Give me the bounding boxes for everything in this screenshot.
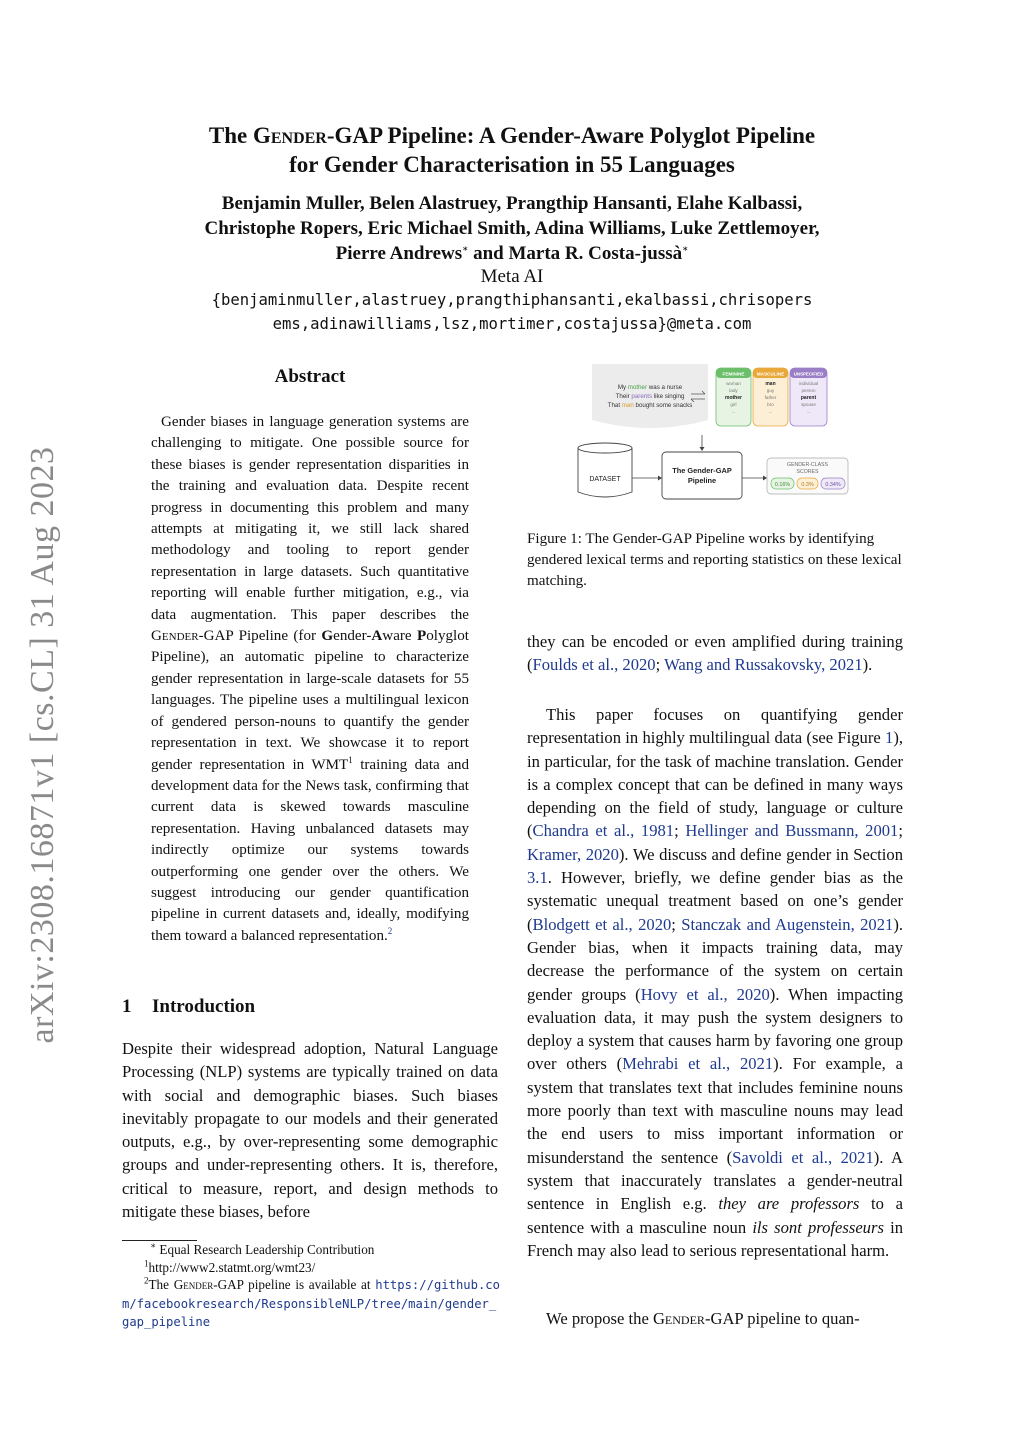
- italic-example: ils sont professeurs: [752, 1217, 884, 1237]
- unspecified-label: UNSPECIFIED: [793, 371, 824, 377]
- body-smallcaps: Gender: [652, 1309, 705, 1328]
- emails-line1: {benjaminmuller,alastruey,prangthiphansanti,ekalbassi,chrisopers: [211, 291, 813, 309]
- citation-link[interactable]: Chandra et al., 1981: [532, 821, 675, 841]
- lexicon-word: woman: [726, 381, 741, 386]
- title-part: -GAP Pipeline: A Gender-Aware Polyglot Pipeline: [326, 123, 816, 148]
- authors-line3: Pierre Andrews: [335, 243, 463, 264]
- body-text: This paper focuses on quantifying gender representation in highly multilingual data (see Figure: [527, 705, 903, 748]
- lexicon-word: individual: [798, 381, 819, 386]
- body-text: ). When impacting evaluation data, it may push the system designers to deploy a system that causes harm by favoring one group over others (: [527, 984, 904, 1074]
- footnote-ref[interactable]: 2: [387, 925, 393, 936]
- authors-line3: and Marta R. Costa-jussà: [468, 243, 683, 264]
- footnote-text: -GAP pipeline is available at: [213, 1277, 376, 1293]
- abstract-text: Gender biases in language generation systems are challenging to mitigate. One possible source for these biases is gender representation disparities in the training and evaluation data. Despite recent progress in documenting this problem and many attempts at mitigating it, we still lack shared methodology and tooling to report gender representation in large datasets. Such quantitative reporting will enable further mitigation, e.g., via data augmentation. This paper describes the: [151, 414, 469, 623]
- body-text: We propose the: [546, 1309, 653, 1328]
- figure-1: [560, 360, 860, 520]
- lexicon-word: guy: [766, 388, 775, 393]
- authors-line1: Benjamin Muller, Belen Alastruey, Prangthip Hansanti, Elahe Kalbassi,: [221, 193, 803, 214]
- lexicon-masculine: [753, 368, 788, 426]
- italic-example: they are professors: [718, 1194, 860, 1214]
- lexicon-unspecified: [790, 368, 827, 426]
- section-title: Introduction: [152, 996, 256, 1017]
- author-list: [140, 191, 884, 266]
- body-text: ). Gender bias, when it impacts training data, may decrease the performance of the system on certain gender groups (: [527, 914, 903, 1004]
- abstract-smallcaps: Gender: [151, 628, 199, 645]
- email-list: [140, 288, 884, 336]
- body-text: ). For example, a system that translates text that includes feminine nouns more poorly than text with masculine nouns may lead the end users to miss important information or misunderstand the sentence (: [527, 1054, 903, 1167]
- score-unspecified: 0.34%: [825, 481, 841, 488]
- footnote-mark: ∗: [150, 1240, 157, 1251]
- body-text: . However, briefly, we define gender bias as the systematic unequal treatment based on one’s gender (: [527, 868, 903, 934]
- arrow-head-icon: [658, 476, 662, 481]
- abstract-heading: Abstract: [274, 366, 346, 387]
- arrow-head-icon: [700, 447, 705, 451]
- title-line2: for Gender Characterisation in 55 Languages: [289, 152, 735, 177]
- body-text: ;: [655, 655, 665, 675]
- footnote-2: [122, 1259, 500, 1277]
- body-text: they can be encoded or even amplified during training (: [527, 632, 903, 675]
- body-text: ). We discuss and define gender in Section: [618, 844, 903, 864]
- scores-label: SCORES: [796, 469, 819, 475]
- dataset-label: DATASET: [589, 476, 621, 483]
- footnote-3: [122, 1276, 500, 1332]
- body-text: ).: [862, 655, 873, 675]
- section-ref-link[interactable]: 3.1: [527, 868, 548, 888]
- body-text: ;: [671, 914, 682, 934]
- masculine-label: MASCULINE: [756, 371, 785, 377]
- abstract-bold: G: [321, 628, 334, 645]
- figure-ref-link[interactable]: 1: [885, 728, 894, 748]
- lexicon-word: person: [801, 388, 816, 393]
- body-text: ;: [674, 821, 686, 841]
- scores-label: GENDER-CLASS: [787, 462, 828, 468]
- citation-link[interactable]: Mehrabi et al., 2021: [622, 1054, 774, 1074]
- lexicon-word: ...: [731, 409, 736, 414]
- arxiv-stamp-text: arXiv:2308.16871v1 [cs.CL] 31 Aug 2023: [24, 446, 61, 1044]
- emails-line2: ems,adinawilliams,lsz,mortimer,costajussa}@meta.com: [272, 315, 752, 333]
- citation-link[interactable]: Savoldi et al., 2021: [732, 1147, 874, 1167]
- figure-caption: Figure 1: The Gender-GAP Pipeline works by identifying gendered lexical terms and reporting statistics on these lexical matching.: [527, 531, 902, 589]
- citation-link[interactable]: Hovy et al., 2020: [640, 984, 770, 1004]
- title-part: The: [208, 123, 253, 148]
- score-masculine: 0.3%: [801, 481, 814, 488]
- section-number: 1: [122, 996, 132, 1017]
- abstract-bold: P: [416, 628, 427, 645]
- pipeline-label: The Gender-GAP: [672, 466, 732, 475]
- sentence-3: That man bought some snacks: [607, 402, 693, 409]
- github-link[interactable]: https://github.com/facebookresearch/ResponsibleNLP/tree/main/gender_gap_pipeline: [122, 1278, 500, 1330]
- feminine-label: FEMININE: [722, 371, 745, 377]
- authors-line2: Christophe Ropers, Eric Michael Smith, Adina Williams, Luke Zettlemoyer,: [204, 218, 820, 239]
- affiliation: Meta AI: [480, 266, 544, 287]
- citation-link[interactable]: Stanczak and Augenstein, 2021: [681, 914, 894, 934]
- abstract-body: [151, 412, 469, 947]
- body-text: -GAP pipeline to quan-: [704, 1309, 860, 1328]
- footnote-mark: 1: [144, 1258, 149, 1269]
- body-text: in French may also lead to serious representational harm.: [527, 1217, 903, 1260]
- citation-link[interactable]: Foulds et al., 2020: [532, 655, 656, 675]
- sentence-2: Their parents like singing: [615, 393, 685, 400]
- lexicon-word: ...: [806, 409, 811, 414]
- abstract-text: training data and development data for the News task, confirming that current data is skewed towards masculine representation. Having unbalanced datasets may indirectly optimize our systems towards outperforming one gender over the others. We suggest introducing our gender quantification pipeline in current datasets and, ideally, modifying them toward a balanced representation.: [151, 756, 469, 944]
- lexicon-word: father: [764, 395, 777, 400]
- title-smallcaps: Gender: [252, 123, 327, 148]
- body-text: ;: [898, 821, 903, 841]
- lexicon-feminine: [716, 368, 751, 426]
- right-paragraph-1: [527, 630, 903, 677]
- arxiv-stamp: [20, 440, 66, 1050]
- body-text: ), in particular, for the task of machine translation. Gender is a complex concept that can be defined in many ways depending on the field of study, language or culture (: [527, 728, 903, 841]
- lexicon-word-match: mother: [725, 395, 742, 401]
- footnote-text: The: [148, 1277, 174, 1293]
- footnote-1: [122, 1241, 500, 1259]
- pipeline-label: Pipeline: [687, 476, 717, 485]
- citation-link[interactable]: Wang and Russakovsky, 2021: [664, 655, 863, 675]
- abstract-text: ware: [382, 628, 417, 645]
- dataset-cylinder-icon: [578, 443, 632, 497]
- paper-title: [140, 121, 884, 179]
- section-heading: [122, 996, 255, 1018]
- arrow-head-icon: [763, 476, 767, 481]
- footnote-link[interactable]: http://www2.statmt.org/wmt23/: [148, 1259, 316, 1275]
- citation-link[interactable]: Blodgett et al., 2020: [532, 914, 672, 934]
- lexicon-word-match: man: [765, 381, 776, 387]
- right-paragraph-2: [527, 703, 903, 1262]
- footnote-smallcaps: Gender: [173, 1277, 214, 1293]
- equal-contrib-mark: ∗: [462, 243, 469, 254]
- footnote-mark: 2: [144, 1275, 149, 1286]
- body-text: to a sentence with a masculine noun: [527, 1194, 903, 1237]
- body-text: ). A system that inaccurately translates a gender-neutral sentence in English e.g.: [527, 1147, 904, 1214]
- intro-paragraph: Despite their widespread adoption, Natural Language Processing (NLP) systems are typically trained on data with social and demographic biases. Such biases inevitably propagate to our models and their generated outputs, e.g., by over-representing some demographic groups and under-representing others. It is, therefore, critical to measure, report, and design methods to mitigate these biases, before: [122, 1039, 498, 1222]
- score-feminine: 0.16%: [774, 481, 791, 488]
- right-paragraph-3: [527, 1307, 903, 1330]
- sentence-1: My mother was a nurse: [617, 384, 683, 391]
- lexicon-word: ...: [768, 409, 773, 414]
- equal-contrib-mark: ∗: [682, 243, 689, 254]
- lexicon-word: lady: [729, 388, 738, 393]
- lexicon-word: girl: [730, 402, 737, 407]
- citation-link[interactable]: Hellinger and Bussmann, 2001: [685, 821, 899, 841]
- abstract-text: ender-: [333, 628, 372, 645]
- abstract-bold: A: [371, 628, 383, 645]
- footnote-ref[interactable]: 1: [348, 754, 353, 765]
- abstract-text: olyglot Pipeline), an automatic pipeline to characterize gender representation in large-scale datasets for 55 languages. The pipeline uses a multilingual lexicon of gendered person-nouns to quantify the gender representation in text. We showcase it to report gender representation in WMT: [151, 628, 469, 773]
- footnotes: [122, 1241, 500, 1332]
- lexicon-word: spouse: [801, 402, 816, 407]
- citation-link[interactable]: Kramer, 2020: [527, 844, 619, 864]
- footnote-text: Equal Research Leadership Contribution: [156, 1242, 375, 1257]
- lexicon-word-match: parent: [800, 395, 817, 401]
- lexicon-word: bro: [767, 402, 774, 407]
- abstract-text: -GAP Pipeline (for: [198, 628, 322, 645]
